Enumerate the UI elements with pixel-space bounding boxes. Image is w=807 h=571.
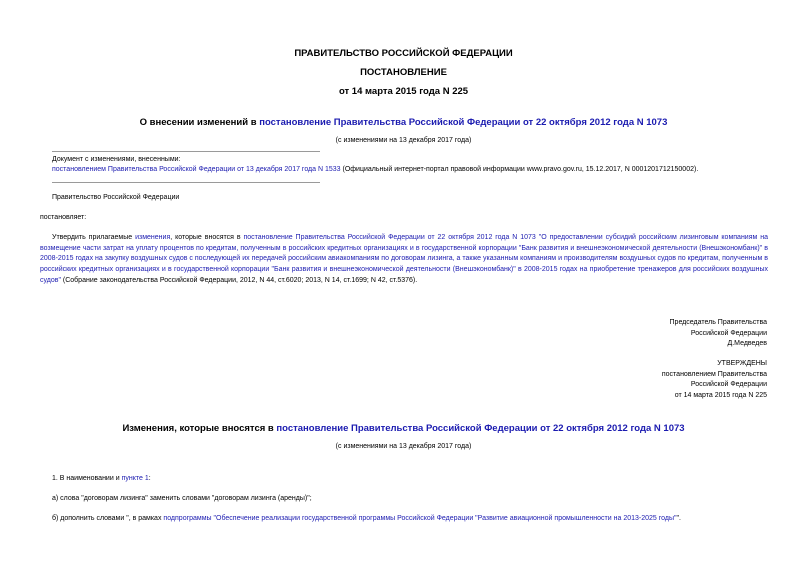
document-date-number: от 14 марта 2015 года N 225 [338,86,469,97]
subprogram-link[interactable]: подпрограммы "Обеспечение реализации государственной программы Российской Федерации "Развитие авиационной промышленности на 2013-2025 годы" [163,515,677,522]
signature-position-1: Председатель Правительства [669,319,767,326]
paragraph-text-2: , которые вносятся в [170,234,244,241]
changes-revision-note: (с изменениями на 13 декабря 2017 года) [335,443,472,450]
approval-line-1: постановлением Правительства [661,370,767,378]
item-1-colon: : [148,475,151,482]
item-a: а) слова "договорам лизинга" заменить словами "договорам лизинга (аренды)"; [52,495,312,502]
item-b-end: ". [676,515,681,522]
point-1-link[interactable]: пункте 1 [121,475,149,482]
government-heading: ПРАВИТЕЛЬСТВО РОССИЙСКОЙ ФЕДЕРАЦИИ [294,48,513,59]
signature-block [670,318,767,350]
top-divider [52,151,320,152]
document-title [0,117,807,128]
approval-line-2: Российской Федерации [690,381,767,388]
signature-name: Д.Медведев [727,340,767,347]
item-b [52,514,681,524]
main-paragraph [40,233,768,287]
amending-decree-link[interactable]: постановлением Правительства Российской Федерации от 13 декабря 2017 года N 1533 [52,166,341,173]
document-type-heading: ПОСТАНОВЛЕНИЕ [360,67,447,78]
item-b-text: б) дополнить словами ", в рамках [52,515,164,522]
paragraph-text-1: Утвердить прилагаемые [52,234,136,241]
amendments-publication: (Официальный интернет-портал правовой информации www.pravo.gov.ru, 15.12.2017, N 0001201712150002). [340,166,699,173]
item-1 [52,474,151,484]
approval-line-3: от 14 марта 2015 года N 225 [674,391,767,399]
changes-title-prefix: Изменения, которые вносятся в [122,423,277,434]
approval-block [662,359,767,401]
revision-note: (с изменениями на 13 декабря 2017 года) [335,137,472,144]
decree-1073-link[interactable]: постановление Правительства Российской Федерации от 22 октября 2012 года N 1073 "О предоставлении субсидий российским лизинговым компаниям на возмещение части затрат на уплату процентов по кредитам, полученным в российских кредитных организациях и в государственной корпорации "Банк развития и внешнеэкономической деятельности (Внешэкономбанк)" в 2008-2015 годах на закупку воздушных судов с последующей их передачей российским авиакомпаниям по договорам лизинга, а также указанным компаниям и производителям воздушных судов по кредитам, полученным в российских кредитных организациях и в государственной корпорации "Банк развития и внешнеэкономической деятельности (Внешэкономбанк)" в 2008-2015 годах на приобретение тренажеров для российских воздушных судов" [40,234,768,284]
changes-link[interactable]: изменения [135,234,171,241]
changes-title-decree-link[interactable]: постановление Правительства Российской Федерации от 22 октября 2012 года N 1073 [276,423,685,434]
title-decree-link[interactable]: постановление Правительства Российской Федерации от 22 октября 2012 года N 1073 [259,117,668,128]
title-prefix: О внесении изменений в [139,117,260,128]
bottom-divider [52,182,320,183]
approval-label: УТВЕРЖДЕНЫ [717,360,767,367]
amendments-intro: Документ с изменениями, внесенными: [52,156,181,163]
issuer-text: Правительство Российской Федерации [52,194,180,201]
amendments-source [52,165,772,175]
item-1-text: 1. В наименовании и [52,475,122,482]
changes-title [0,423,807,434]
decrees-text: постановляет: [40,214,87,221]
paragraph-text-3: (Собрание законодательства Российской Федерации, 2012, N 44, ст.6020; 2013, N 14, ст.1699; N 42, ст.5376). [60,276,418,284]
signature-position-2: Российской Федерации [690,329,767,337]
